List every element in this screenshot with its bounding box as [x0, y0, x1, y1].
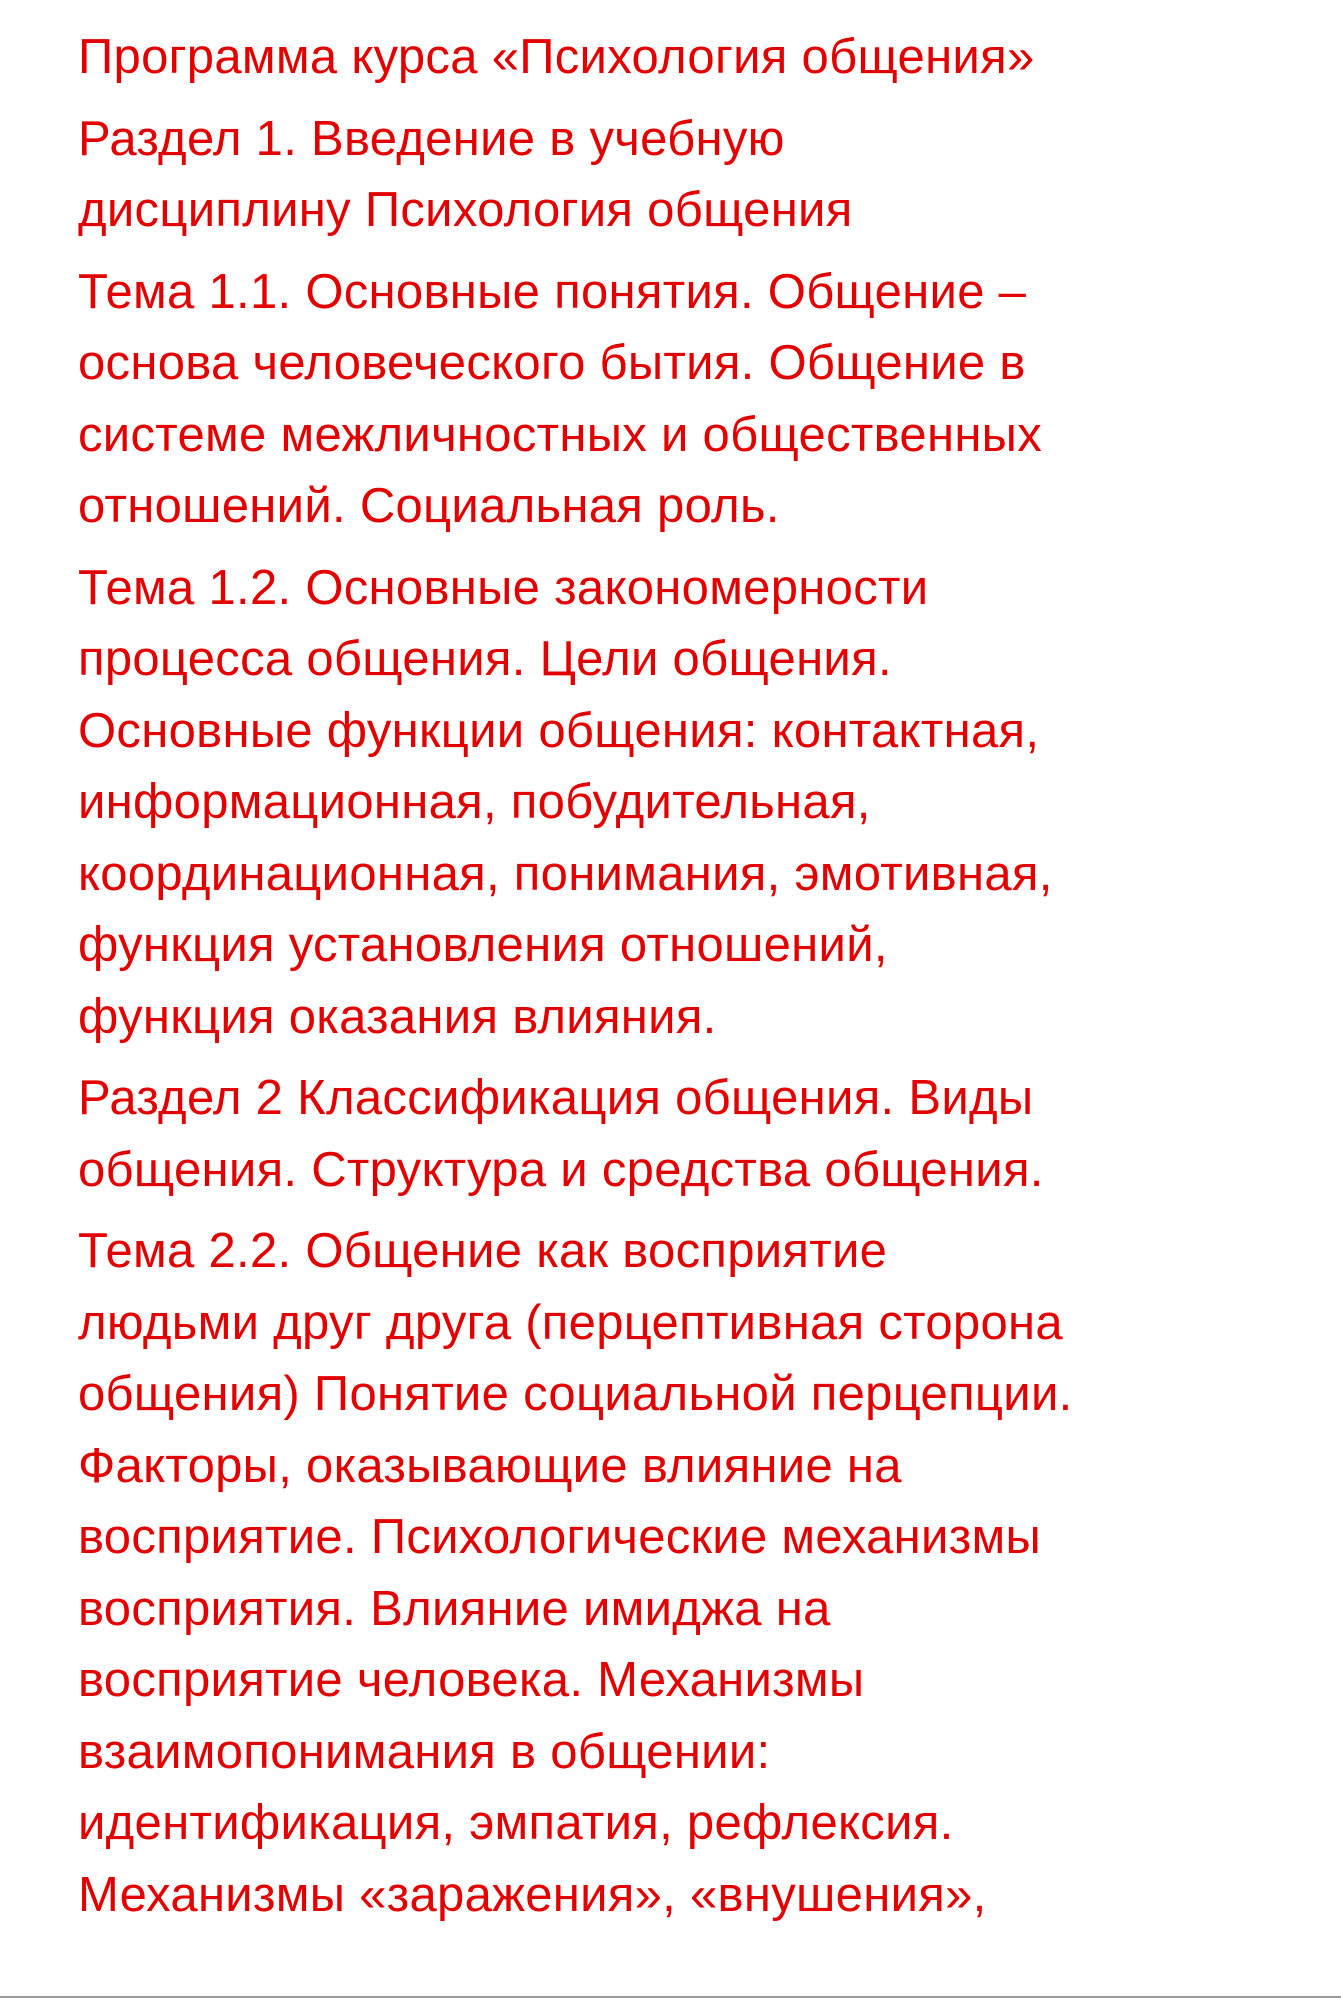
topic-2-2-paragraph: Тема 2.2. Общение как восприятие людьми друг друга (перцептивная сторона общения) Понятие социальной перцепции. Факторы, оказывающие влияние на восприятие. Психологические механизмы восприятия. Влияние имиджа на восприятие человека. Механизмы взаимопонимания в общении: идентификация, эмпатия, рефлексия. Механизмы «заражения», «внушения», — [78, 1224, 1073, 1922]
document-body — [78, 22, 1288, 1941]
page-bottom-divider — [0, 1996, 1341, 1998]
topic-1-2-paragraph: Тема 1.2. Основные закономерности процесса общения. Цели общения. Основные функции общения: контактная, информационная, побудительная, координационная, понимания, эмотивная, функция установления отношений, функция оказания влияния. — [78, 560, 1053, 1044]
topic-1-1-paragraph: Тема 1.1. Основные понятия. Общение – основа человеческого бытия. Общение в системе межличностных и общественных отношений. Социальная роль. — [78, 264, 1043, 533]
course-title: Программа курса «Психология общения» — [78, 30, 1035, 84]
section-2-heading: Раздел 2 Классификация общения. Виды общения. Структура и средства общения. — [78, 1071, 1044, 1197]
section-1-heading: Раздел 1. Введение в учебную дисциплину Психология общения — [78, 111, 853, 237]
